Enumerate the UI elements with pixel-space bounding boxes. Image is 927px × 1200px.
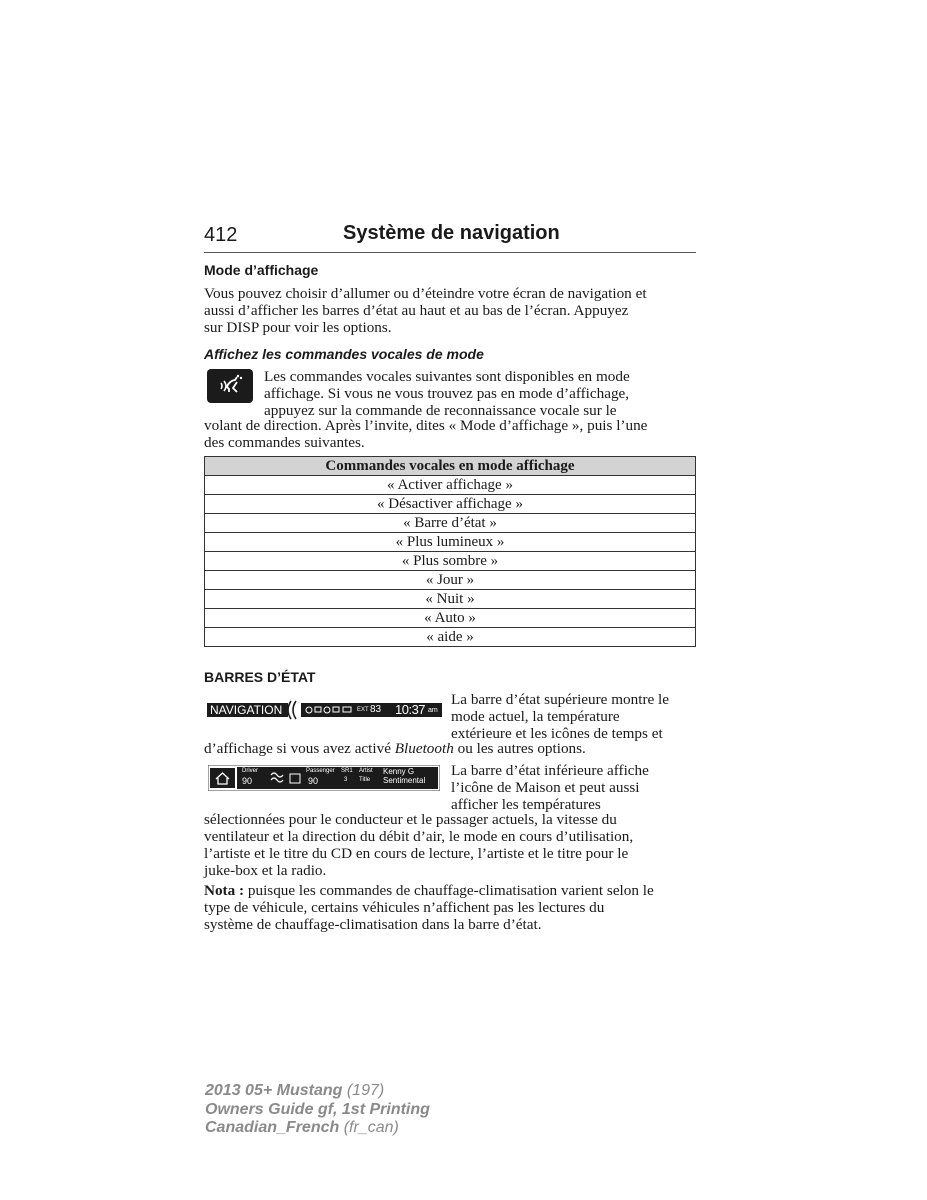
table-row: « Activer affichage » bbox=[205, 476, 696, 495]
text-line: sélectionnées pour le conducteur et le passager actuels, la vitesse du bbox=[204, 811, 617, 828]
text-line: appuyez sur la commande de reconnaissance vocale sur le bbox=[264, 402, 617, 419]
driver-label: Driver bbox=[242, 768, 258, 774]
table-row: « Plus lumineux » bbox=[205, 533, 696, 552]
table-row: « Auto » bbox=[205, 609, 696, 628]
artist-label: Artist bbox=[359, 768, 373, 774]
footer-model: 2013 05+ Mustang bbox=[205, 1082, 343, 1099]
voice-commands-table bbox=[204, 456, 696, 647]
paragraph-top-bar-right bbox=[451, 691, 699, 742]
passenger-temp: 90 bbox=[308, 776, 319, 786]
title-label: Title bbox=[359, 777, 371, 783]
paragraph-commandes-full bbox=[204, 417, 699, 451]
title-value: Sentimental bbox=[383, 776, 426, 785]
section-heading-mode-affichage: Mode d’affichage bbox=[204, 262, 319, 278]
nav-bar-ext-label: EXT bbox=[357, 707, 369, 713]
text-line: système de chauffage-climatisation dans la barre d’état. bbox=[204, 916, 542, 933]
chapter-title: Système de navigation bbox=[343, 222, 560, 244]
bluetooth-term: Bluetooth bbox=[394, 740, 454, 757]
text-line: Vous pouvez choisir d’allumer ou d’éteindre votre écran de navigation et bbox=[204, 285, 647, 302]
text-line: affichage. Si vous ne vous trouvez pas en mode d’affichage, bbox=[264, 385, 630, 402]
table-row: « Désactiver affichage » bbox=[205, 495, 696, 514]
text-line: des commandes suivantes. bbox=[204, 434, 365, 451]
note-paragraph bbox=[204, 882, 699, 933]
footer-language: Canadian_French bbox=[205, 1119, 340, 1136]
text-line: juke-box et la radio. bbox=[204, 862, 327, 879]
text-line: Les commandes vocales suivantes sont disponibles en mode bbox=[264, 368, 630, 385]
section-heading-barres-etat: BARRES D’ÉTAT bbox=[204, 669, 316, 685]
nav-bar-temp: 83 bbox=[370, 704, 382, 715]
footer-guide: Owners Guide gf, 1st Printing bbox=[205, 1100, 430, 1118]
text-line: mode actuel, la température bbox=[451, 708, 620, 725]
text-line: sur DISP pour voir les options. bbox=[204, 319, 392, 336]
top-status-bar-image bbox=[207, 700, 442, 720]
text-line: La barre d’état inférieure affiche bbox=[451, 762, 649, 779]
text-span: d’affichage si vous avez activé bbox=[204, 740, 395, 757]
text-line: aussi d’afficher les barres d’état au haut et au bas de l’écran. Appuyez bbox=[204, 302, 629, 319]
nav-bar-time: 10:37 bbox=[395, 702, 426, 717]
footer-page-count: (197) bbox=[342, 1082, 385, 1099]
source-number: 3 bbox=[344, 777, 348, 783]
nav-bar-ampm: am bbox=[428, 707, 438, 714]
driver-temp: 90 bbox=[242, 776, 253, 786]
voice-command-icon bbox=[207, 369, 253, 403]
page-number: 412 bbox=[204, 224, 238, 246]
source-label: SR1 bbox=[341, 768, 353, 774]
paragraph-commandes-right bbox=[264, 368, 699, 419]
print-footer bbox=[205, 1082, 430, 1138]
bottom-status-bar-image bbox=[208, 765, 440, 791]
table-row: « aide » bbox=[205, 628, 696, 647]
section-heading-commandes-vocales: Affichez les commandes vocales de mode bbox=[204, 346, 484, 362]
text-line: afficher les températures bbox=[451, 796, 601, 813]
text-line: La barre d’état supérieure montre le bbox=[451, 691, 669, 708]
artist-value: Kenny G bbox=[383, 767, 415, 776]
text-line: ventilateur et la direction du débit d’air, le mode en cours d’utilisation, bbox=[204, 828, 634, 845]
table-header: Commandes vocales en mode affichage bbox=[205, 457, 696, 476]
text-line: volant de direction. Après l’invite, dites « Mode d’affichage », puis l’une bbox=[204, 417, 648, 434]
text-span: ou les autres options. bbox=[453, 740, 586, 757]
table-row: « Jour » bbox=[205, 571, 696, 590]
text-line: type de véhicule, certains véhicules n’affichent pas les lectures du bbox=[204, 899, 605, 916]
paragraph-top-bar-full bbox=[204, 740, 699, 757]
page-header bbox=[204, 222, 696, 253]
footer-locale: (fr_can) bbox=[339, 1119, 399, 1136]
note-label: Nota : bbox=[204, 882, 245, 899]
passenger-label: Passenger bbox=[306, 768, 335, 774]
table-row: « Plus sombre » bbox=[205, 552, 696, 571]
paragraph-bottom-bar-right bbox=[451, 762, 699, 813]
paragraph-bottom-bar-full bbox=[204, 811, 699, 879]
paragraph-mode-affichage bbox=[204, 285, 699, 336]
text-line: l’artiste et le titre du CD en cours de lecture, l’artiste et le titre pour le bbox=[204, 845, 629, 862]
table-row: « Barre d’état » bbox=[205, 514, 696, 533]
table-row: « Nuit » bbox=[205, 590, 696, 609]
text-line: l’icône de Maison et peut aussi bbox=[451, 779, 640, 796]
text-span: puisque les commandes de chauffage-climatisation varient selon le bbox=[244, 882, 654, 899]
text-line: extérieure et les icônes de temps et bbox=[451, 725, 663, 742]
nav-bar-mode-label: NAVIGATION bbox=[210, 703, 283, 717]
